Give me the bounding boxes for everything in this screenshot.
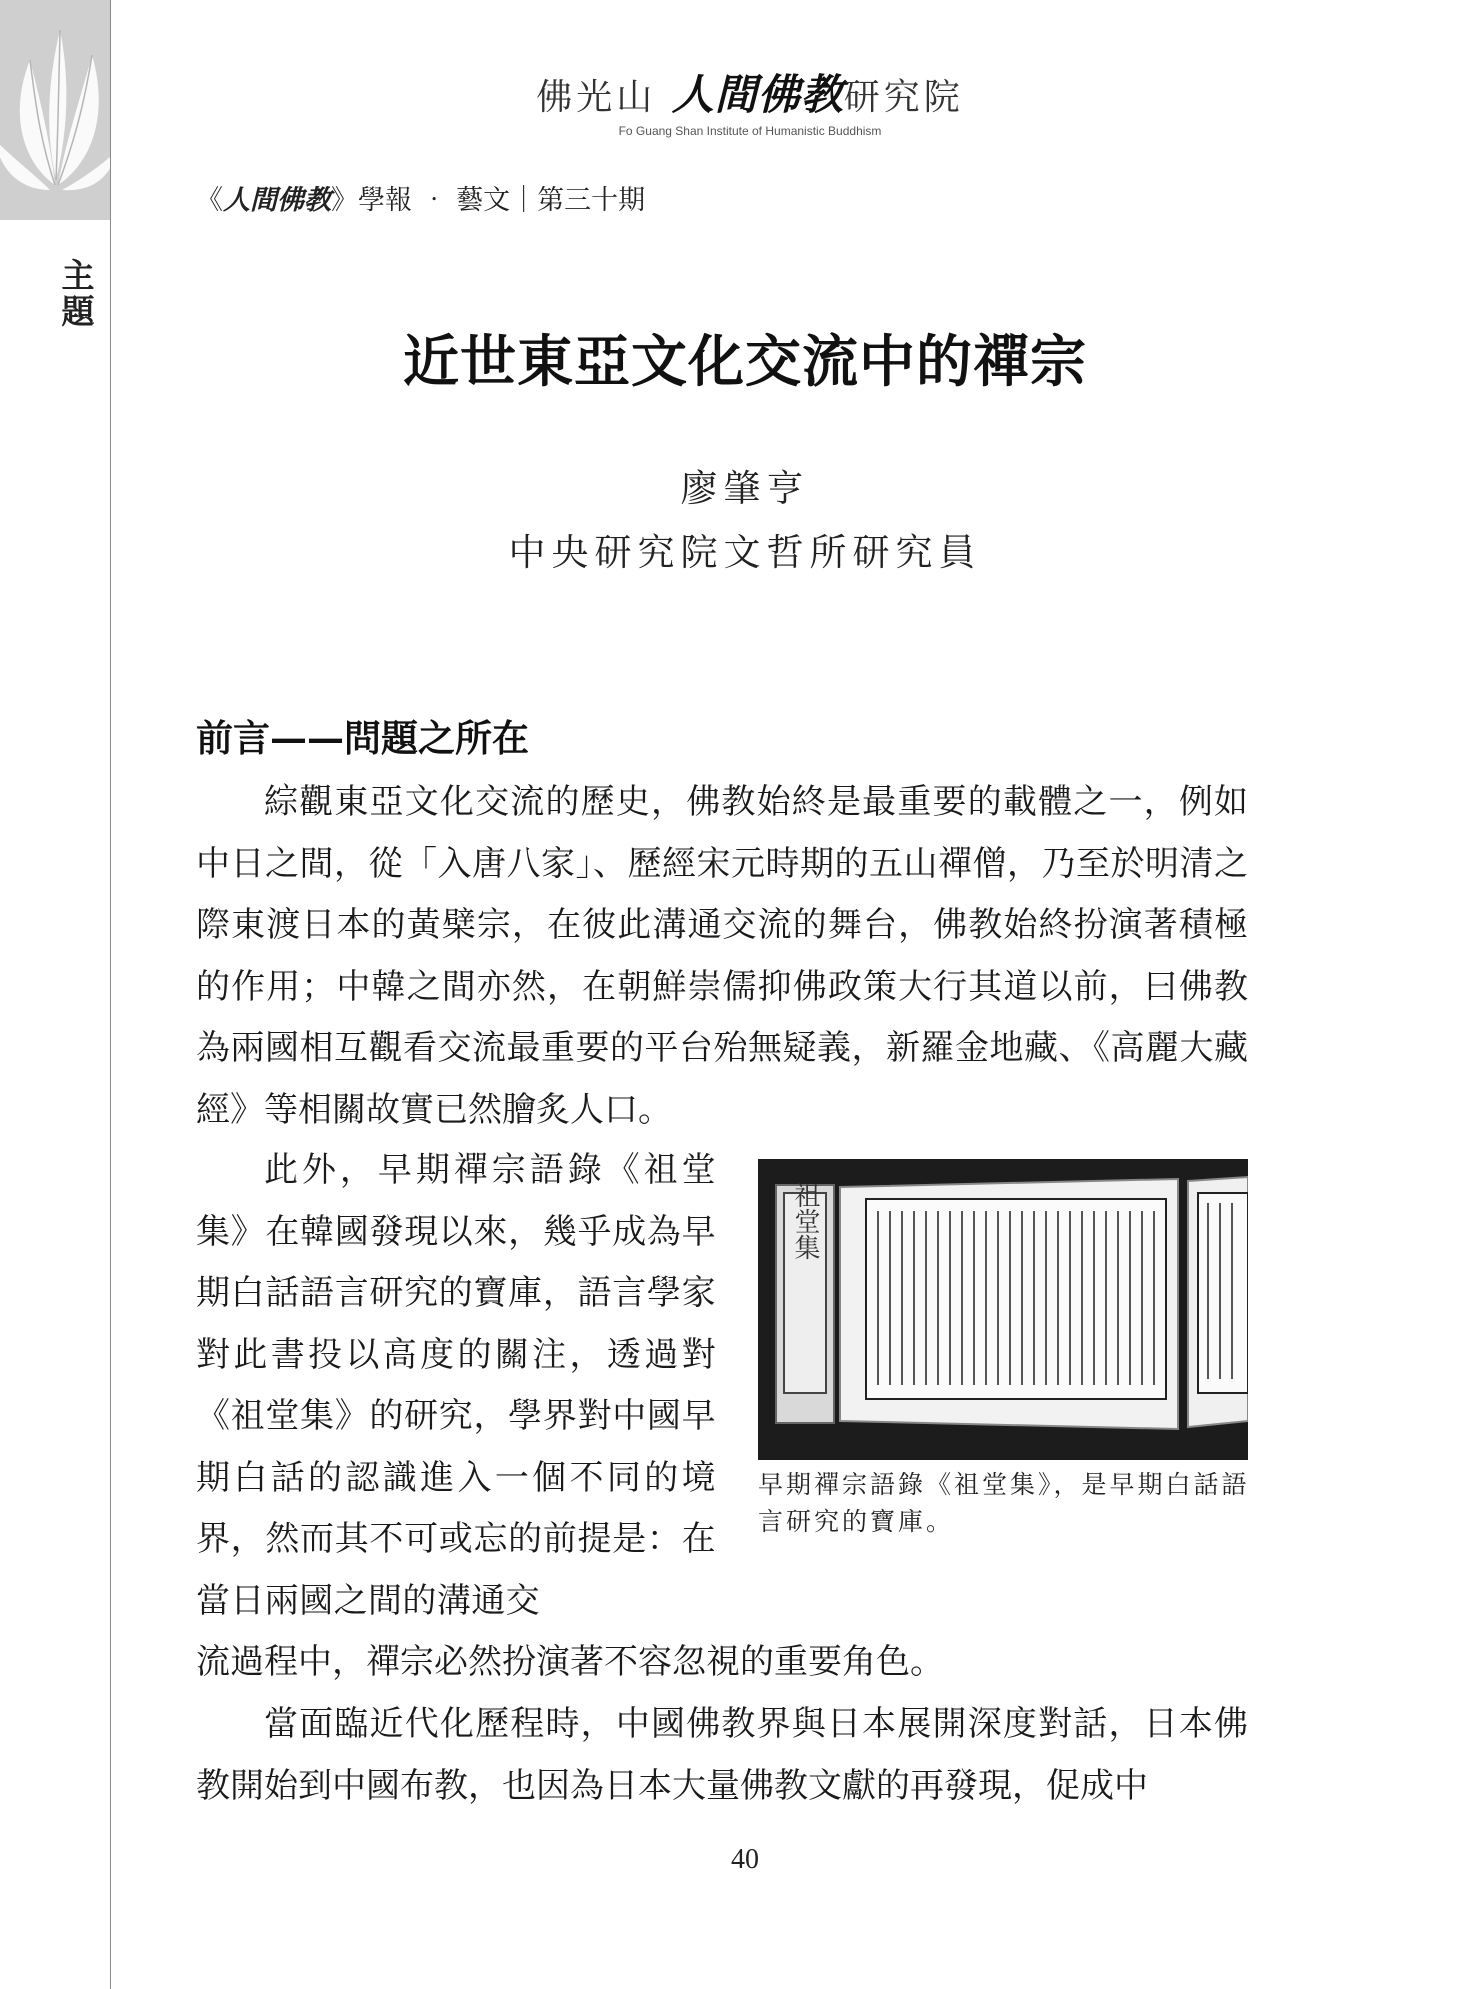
author-name: 廖肇亨 xyxy=(680,467,810,510)
institute-brand: 人間佛教 xyxy=(671,70,844,119)
section-heading: 前言——問題之所在 xyxy=(196,716,529,760)
page-number: 40 xyxy=(731,1844,759,1875)
journal-issue: 學報 ‧ 藝文｜第三十期 xyxy=(358,185,646,216)
institute-prefix: 佛光山 xyxy=(536,77,657,118)
book-spine-label: 祖堂集 xyxy=(790,1182,820,1260)
paragraph-2-continued: 流過程中，禪宗必然扮演著不容忽視的重要角色。 xyxy=(196,1642,944,1682)
paragraph-1: 綜觀東亞文化交流的歷史，佛教始終是最重要的載體之一，例如中日之間，從「入唐八家」、歷經宋元時期的五山禪僧，乃至於明清之際東渡日本的黃檗宗，在彼此溝通交流的舞台，佛教始終扮演著積極的作用；中韓之間亦然，在朝鮮崇儒抑佛政策大行其道以前，曰佛教為兩國相互觀看交流最重要的平台殆無疑義，新羅金地藏、《高麗大藏經》等相關故實已然膾炙人口。 xyxy=(196,782,1248,1130)
institute-header xyxy=(520,62,980,138)
photo-caption: 早期禪宗語錄《祖堂集》，是早期白話語言研究的寶庫。 xyxy=(758,1470,1250,1536)
article-title: 近世東亞文化交流中的禪宗 xyxy=(403,329,1087,395)
paragraph-2-wrapped: 此外，早期禪宗語錄《祖堂集》在韓國發現以來，幾乎成為早期白話語言研究的寶庫，語言學家對此書投以高度的關注，透過對《祖堂集》的研究，學界對中國早期白話的認識進入一個不同的境界，然而其不可或忘的前提是：在當日兩國之間的溝通交 xyxy=(196,1150,716,1621)
journal-running-head xyxy=(196,178,645,217)
journal-brand: 人間佛教 xyxy=(223,185,331,216)
journal-open-mark: 《 xyxy=(196,185,223,216)
author-affiliation: 中央研究院文哲所研究員 xyxy=(508,531,982,574)
lotus-corner-graphic xyxy=(0,0,110,220)
section-tab-label: 主題 xyxy=(61,256,95,331)
institute-suffix: 研究院 xyxy=(843,77,964,118)
institute-english-name: Fo Guang Shan Institute of Humanistic Buddhism xyxy=(618,124,882,138)
journal-close-mark: 》 xyxy=(331,185,358,216)
institute-name xyxy=(520,62,980,122)
left-sidebar xyxy=(0,0,111,1989)
zutangji-photo xyxy=(758,1159,1248,1460)
paragraph-3: 當面臨近代化歷程時，中國佛教界與日本展開深度對話，日本佛教開始到中國布教，也因為日本大量佛教文獻的再發現，促成中 xyxy=(196,1704,1248,1806)
lotus-icon xyxy=(0,0,110,220)
